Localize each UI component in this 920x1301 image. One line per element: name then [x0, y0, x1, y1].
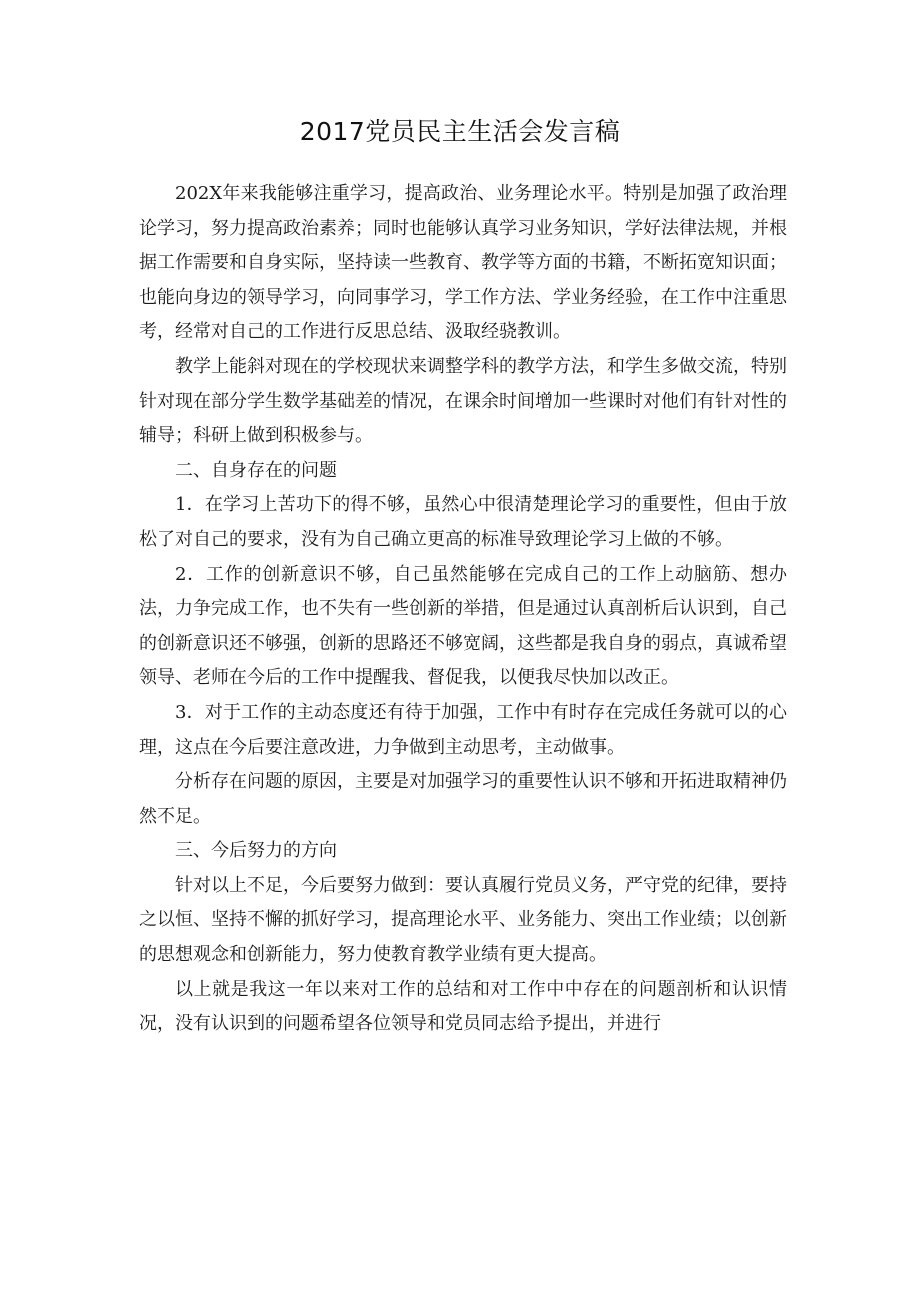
document-title: 2017党员民主生活会发言稿 — [299, 117, 621, 146]
paragraph-conclusion: 以上就是我这一年以来对工作的总结和对工作中中存在的问题剖析和认识情况，没有认识到的问题希望各位领导和党员同志给予提出，并进行 — [139, 978, 787, 1035]
paragraph-teaching: 教学上能斜对现在的学校现状来调整学科的教学方法，和学生多做交流，特别针对现在部分学生数学基础差的情况，在课余时间增加一些课时对他们有针对性的辅导；科研上做到积极参与。 — [139, 355, 787, 447]
paragraph-problem-3: 3．对于工作的主动态度还有待于加强，工作中有时存在完成任务就可以的心理，这点在今后要注意改进，力争做到主动思考，主动做事。 — [139, 701, 787, 758]
section-heading-direction: 三、今后努力的方向 — [175, 840, 337, 862]
section-heading-problems: 二、自身存在的问题 — [175, 459, 337, 481]
paragraph-study: 202X年来我能够注重学习，提高政治、业务理论水平。特别是加强了政治理论学习，努力提高政治素养；同时也能够认真学习业务知识，学好法律法规，并根据工作需要和自身实际，坚持读一些教育、教学等方面的书籍，不断拓宽知识面；也能向身边的领导学习，向同事学习，学工作方法、学业务经验，在工作中注重思考，经常对自己的工作进行反思总结、汲取经骁教训。 — [139, 183, 787, 343]
document-body — [139, 177, 787, 1042]
paragraph-future-efforts: 针对以上不足，今后要努力做到：要认真履行党员义务，严守党的纪律，要持之以恒、坚持不懈的抓好学习，提高理论水平、业务能力、突出工作业绩；以创新的思想观念和创新能力，努力使教育教学业绩有更大提高。 — [139, 874, 787, 966]
paragraph-problem-2: 2．工作的创新意识不够，自己虽然能够在完成自己的工作上动脑筋、想办法，力争完成工作，也不失有一些创新的举措，但是通过认真剖析后认识到，自己的创新意识还不够强，创新的思路还不够宽阔，这些都是我自身的弱点，真诚希望领导、老师在今后的工作中提醒我、督促我，以便我尽快加以改正。 — [139, 563, 787, 689]
paragraph-cause-analysis: 分析存在问题的原因，主要是对加强学习的重要性认识不够和开拓进取精神仍然不足。 — [139, 771, 787, 827]
paragraph-problem-1: 1．在学习上苦功下的得不够，虽然心中很清楚理论学习的重要性，但由于放松了对自己的要求，没有为自己确立更高的标准导致理论学习上做的不够。 — [139, 494, 787, 550]
